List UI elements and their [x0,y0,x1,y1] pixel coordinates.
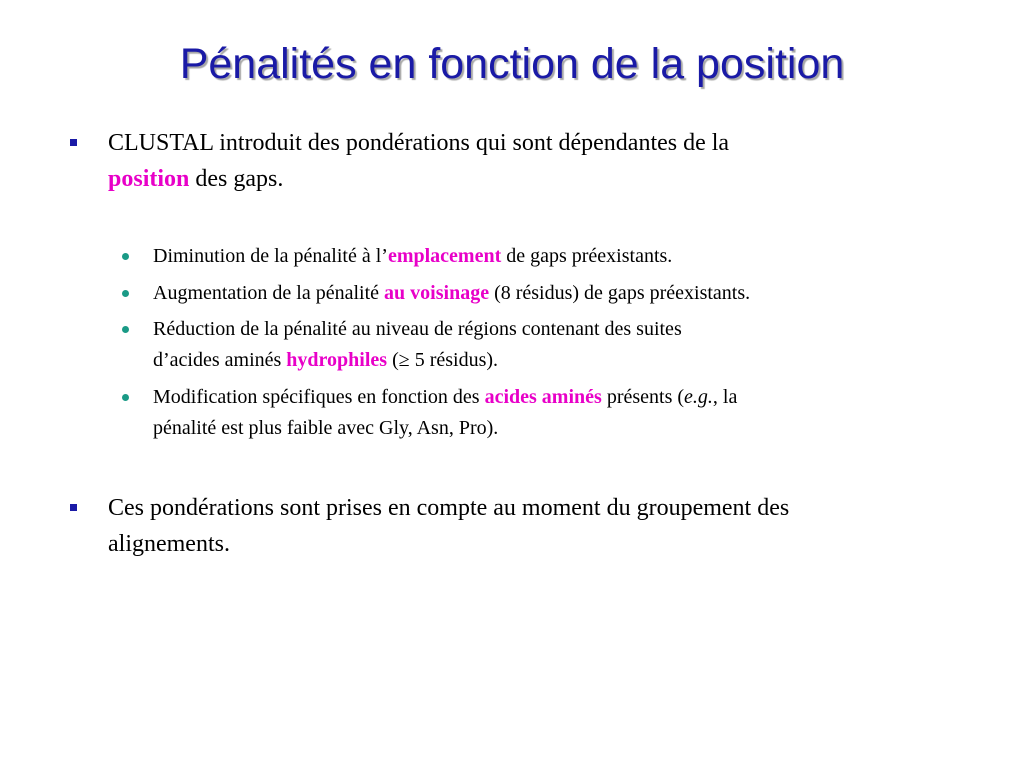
sub-bullet-text: d’acides aminés [153,349,287,371]
bullet-text: des gaps. [189,166,284,192]
bullet-text: alignements. [108,531,230,557]
bullet-clustal [108,125,928,197]
sub-bullet-text: Réduction de la pénalité au niveau de régions contenant des suites [153,318,682,340]
bullet-text: Ces pondérations sont prises en compte au moment du groupement des [108,495,790,521]
italic-eg: e.g. [684,386,713,408]
highlight-voisinage: au voisinage [384,282,490,304]
sub-bullet-voisinage [153,278,943,309]
sub-bullet-hydrophiles [153,314,943,376]
sub-bullet-text: de gaps préexistants. [501,245,673,267]
sub-bullet-text: (≥ 5 résidus). [387,349,499,371]
sub-bullet-text: (8 résidus) de gaps préexistants. [489,282,751,304]
round-bullet-icon [122,290,129,297]
bullet-ponderations [108,490,928,562]
highlight-hydrophiles: hydrophiles [286,349,388,371]
square-bullet-icon [70,139,77,146]
bullet-text: CLUSTAL introduit des pondérations qui sont dépendantes de la [108,130,730,156]
round-bullet-icon [122,394,129,401]
round-bullet-icon [122,326,129,333]
sub-bullet-text: Modification spécifiques en fonction des [153,386,485,408]
sub-bullet-text: pénalité est plus faible avec Gly, Asn, Pro). [153,417,499,439]
slide-title: Pénalités en fonction de la position [179,40,845,88]
square-bullet-icon [70,504,77,511]
sub-bullet-text: Diminution de la pénalité à l’ [153,245,388,267]
highlight-position: position [108,166,190,192]
sub-bullet-text: Augmentation de la pénalité [153,282,385,304]
round-bullet-icon [122,253,129,260]
sub-bullet-emplacement [153,241,943,272]
sub-bullet-acides-amines [153,382,943,444]
highlight-acides-amines: acides aminés [484,386,602,408]
highlight-emplacement: emplacement [387,245,502,267]
sub-bullet-text: , la [712,386,738,408]
sub-bullet-text: présents ( [601,386,685,408]
